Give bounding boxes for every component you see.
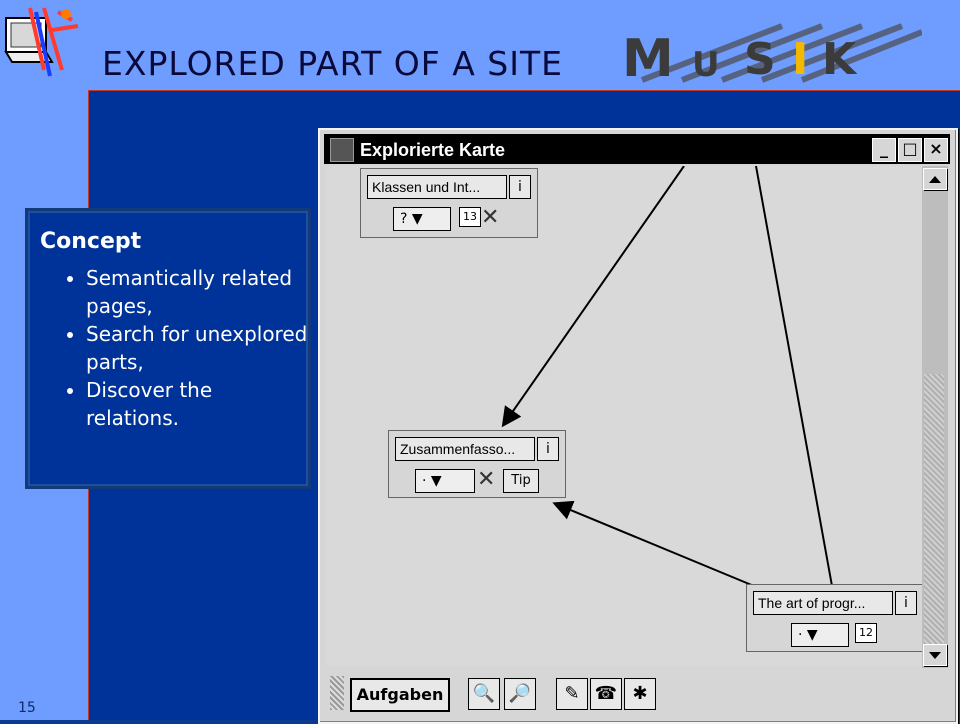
node-label[interactable]: Zusammenfasso... bbox=[395, 437, 535, 461]
concept-panel bbox=[25, 208, 311, 489]
map-node[interactable] bbox=[360, 168, 538, 238]
node-label[interactable]: The art of progr... bbox=[753, 591, 893, 615]
calendar-icon[interactable]: 13 bbox=[459, 207, 481, 227]
explorierte-karte-window bbox=[318, 128, 958, 724]
node-info-button[interactable]: i bbox=[895, 591, 917, 615]
minimize-button[interactable]: _ bbox=[872, 138, 896, 162]
chevron-down-icon: ▼ bbox=[430, 473, 442, 489]
concept-heading: Concept bbox=[40, 229, 142, 254]
concept-item: • Discover the relations. bbox=[86, 376, 308, 432]
scroll-up-button[interactable] bbox=[923, 168, 947, 190]
chevron-down-icon: ▼ bbox=[806, 627, 818, 643]
scrollbar-thumb[interactable] bbox=[924, 374, 944, 644]
scroll-down-button[interactable] bbox=[923, 644, 947, 666]
calendar-icon[interactable]: 12 bbox=[855, 623, 877, 643]
delete-icon[interactable]: ✕ bbox=[481, 205, 500, 230]
svg-text:K: K bbox=[822, 34, 857, 85]
edge-line bbox=[556, 504, 754, 586]
node-select[interactable] bbox=[393, 207, 451, 231]
tip-button[interactable]: Tip bbox=[503, 469, 539, 493]
maximize-button[interactable]: □ bbox=[898, 138, 922, 162]
chevron-down-icon: ▼ bbox=[411, 211, 423, 227]
zoom-out-icon[interactable]: 🔎 bbox=[504, 678, 536, 710]
page-title: EXPLORED PART OF A SITE bbox=[102, 44, 563, 83]
aufgaben-button[interactable]: Aufgaben bbox=[350, 678, 450, 712]
toolbar-grip[interactable] bbox=[330, 676, 344, 710]
musik-logo-icon bbox=[622, 18, 922, 88]
arrow-up-icon bbox=[924, 169, 946, 189]
map-node[interactable] bbox=[746, 584, 922, 652]
slide-number: 15 bbox=[18, 700, 36, 716]
node-select-value: · bbox=[422, 473, 427, 489]
edit-icon[interactable]: ✎ bbox=[556, 678, 588, 710]
node-info-button[interactable]: i bbox=[537, 437, 559, 461]
close-button[interactable]: × bbox=[924, 138, 948, 162]
node-select[interactable] bbox=[791, 623, 849, 647]
settings-icon[interactable]: ✱ bbox=[624, 678, 656, 710]
svg-text:U: U bbox=[692, 45, 720, 85]
node-select-value: · bbox=[798, 627, 803, 643]
node-select[interactable] bbox=[415, 469, 475, 493]
delete-icon[interactable]: ✕ bbox=[477, 467, 496, 492]
svg-text:I: I bbox=[792, 34, 809, 85]
window-app-icon[interactable] bbox=[330, 138, 354, 162]
phone-icon[interactable]: ☎ bbox=[590, 678, 622, 710]
logo-icon bbox=[0, 0, 88, 90]
vertical-scrollbar[interactable] bbox=[922, 166, 948, 668]
zoom-in-icon[interactable]: 🔍 bbox=[468, 678, 500, 710]
node-label[interactable]: Klassen und Int... bbox=[367, 175, 507, 199]
edge-line bbox=[756, 166, 832, 586]
svg-text:S: S bbox=[744, 34, 776, 85]
node-select-value: ? bbox=[400, 211, 408, 227]
concept-item: • Search for unexplored parts, bbox=[86, 320, 308, 376]
window-title: Explorierte Karte bbox=[360, 140, 506, 160]
concept-item: • Semantically related pages, bbox=[86, 264, 308, 320]
node-info-button[interactable]: i bbox=[509, 175, 531, 199]
map-canvas[interactable] bbox=[326, 166, 922, 666]
bottom-toolbar bbox=[326, 670, 950, 716]
map-node[interactable] bbox=[388, 430, 566, 498]
arrow-down-icon bbox=[924, 645, 946, 665]
window-titlebar[interactable] bbox=[324, 134, 950, 164]
svg-text:M: M bbox=[622, 29, 674, 88]
concept-list bbox=[28, 264, 308, 432]
